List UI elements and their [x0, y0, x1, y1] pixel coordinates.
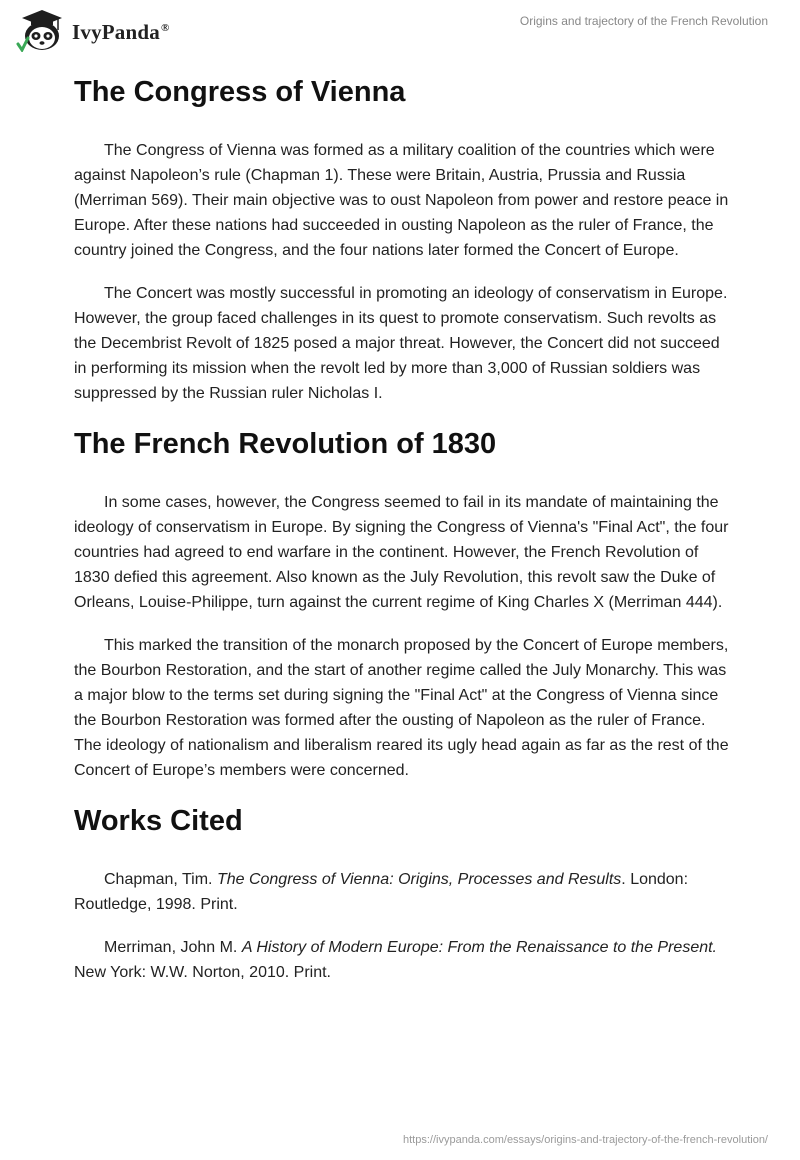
panda-graduate-icon [16, 8, 68, 52]
paragraph: In some cases, however, the Congress seemed to fail in its mandate of maintaining the ideology of conservatism in Europe. By signing the Congress of Vienna's "Final Act", the four countries had agreed to end warfare in the continent. However, the French Revolution of 1830 defied this agreement. Also known as the July Revolution, this revolt saw the Duke of Orleans, Louise-Philippe, turn against the current regime of King Charles X (Merriman 444). [74, 494, 729, 611]
paragraph: The Congress of Vienna was formed as a military coalition of the countries which were against Napoleon’s rule (Chapman 1). These were Britain, Austria, Prussia and Russia (Merriman 569). Their main objective was to oust Napoleon from power and restore peace in Europe. After these nations had succeeded in ousting Napoleon as the ruler of France, the country joined the Congress, and the four nations later formed the Concert of Europe. [74, 142, 729, 259]
works-cited-heading: Works Cited [74, 805, 243, 837]
citation-entry: Chapman, Tim. The Congress of Vienna: Origins, Processes and Results. London: Routledge, 1998. Print. [74, 871, 689, 913]
ivypanda-logo[interactable] [16, 8, 169, 52]
brand-name: IvyPanda® [72, 19, 170, 44]
section-heading: The French Revolution of 1830 [74, 428, 497, 460]
page-header [0, 0, 800, 60]
paragraph: The Concert was mostly successful in promoting an ideology of conservatism in Europe. However, the group faced challenges in its quest to promote conservatism. Such revolts as the Decembrist Revolt of 1825 posed a major threat. However, the Concert did not succeed in performing its mission when the revolt led by more than 3,000 of Russian soldiers was suppressed by the Russian ruler Nicholas I. [74, 285, 728, 402]
running-title: Origins and trajectory of the French Revolution [519, 14, 768, 28]
essay-body [74, 72, 730, 1003]
paragraph: This marked the transition of the monarch proposed by the Concert of Europe members, the Bourbon Restoration, and the start of another regime called the July Monarchy. This was a major blow to the terms set during signing the "Final Act" at the Congress of Vienna since the Bourbon Restoration was formed after the ousting of Napoleon as the ruler of France. The ideology of nationalism and liberalism reared its ugly head again as far as the rest of the Concert of Europe’s members were concerned. [74, 637, 729, 779]
section-heading: The Congress of Vienna [74, 76, 406, 108]
citation-entry: Merriman, John M. A History of Modern Europe: From the Renaissance to the Present. New York: W.W. Norton, 2010. Print. [74, 939, 717, 981]
source-url[interactable]: https://ivypanda.com/essays/origins-and-trajectory-of-the-french-revolution/ [403, 1134, 768, 1146]
